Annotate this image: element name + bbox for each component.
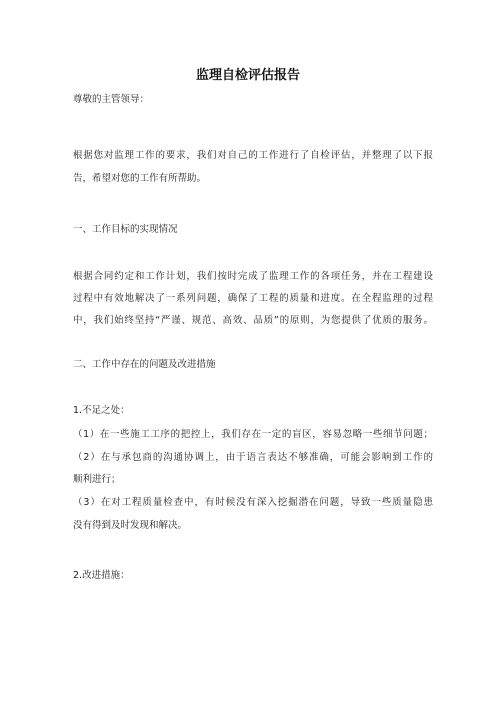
salutation: 尊敬的主管领导： (73, 94, 150, 105)
shortcoming-item-3-line-1: （3）在对工程质量检查中，有时候没有深入挖掘潜在问题，导致一些质量隐患 (73, 497, 433, 508)
shortcoming-item-3-line-2: 没有得到及时发现和解决。 (73, 520, 188, 531)
intro-line-1: 根据您对监理工作的要求，我们对自己的工作进行了自检评估，并整理了以下报 (73, 150, 433, 161)
shortcoming-item-2-line-1: （2）在与承包商的沟通协调上，由于语言表达不够准确，可能会影响到工作的 (73, 452, 433, 463)
shortcoming-item-1: （1）在一些施工工序的把控上，我们存在一定的盲区，容易忽略一些细节问题； (73, 429, 433, 440)
section1-line-1: 根据合同约定和工作计划，我们按时完成了监理工作的各项任务，并在工程建设 (73, 271, 433, 282)
section1-line-3: 中，我们始终坚持“严谨、规范、高效、品质”的原则，为您提供了优质的服务。 (73, 315, 433, 326)
section2-heading: 二、工作中存在的问题及改进措施 (73, 359, 216, 370)
shortcoming-item-2-line-2: 顺利进行； (73, 474, 121, 485)
document-title: 监理自检评估报告 (195, 68, 300, 83)
shortcomings-heading: 1.不足之处： (73, 405, 130, 416)
section1-heading: 一、工作目标的实现情况 (73, 224, 178, 235)
improvements-heading: 2.改进措施： (73, 570, 130, 581)
section1-line-2: 过程中有效地解决了一系列问题，确保了工程的质量和进度。在全程监理的过程 (73, 293, 433, 304)
intro-line-2: 告，希望对您的工作有所帮助。 (73, 173, 207, 184)
